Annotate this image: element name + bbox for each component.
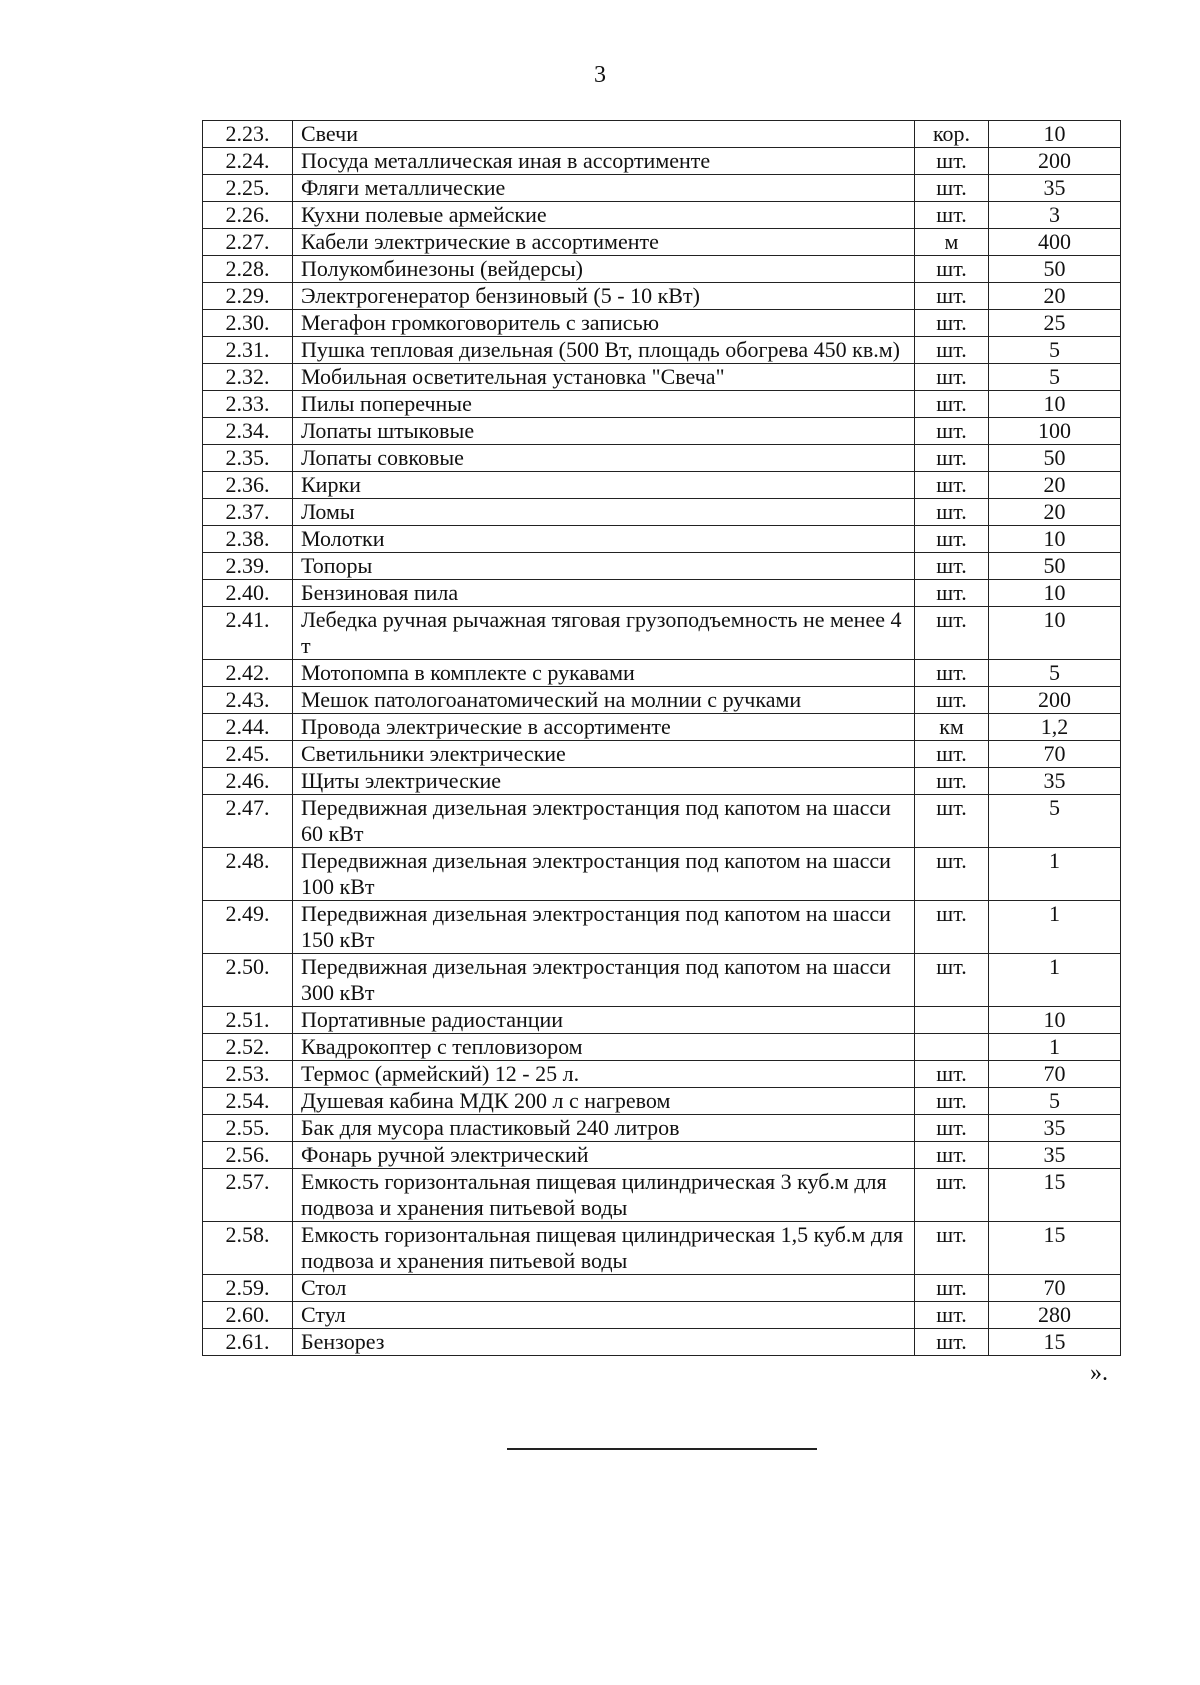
item-number-cell: 2.38. [203, 526, 293, 553]
item-number-cell: 2.31. [203, 337, 293, 364]
item-name-cell: Передвижная дизельная электростанция под капотом на шасси 150 кВт [293, 901, 915, 954]
item-quantity-cell: 20 [989, 499, 1121, 526]
closing-quote-mark: ». [1090, 1360, 1108, 1386]
item-number-cell: 2.35. [203, 445, 293, 472]
item-name-cell: Полукомбинезоны (вейдерсы) [293, 256, 915, 283]
item-name-cell: Передвижная дизельная электростанция под капотом на шасси 60 кВт [293, 795, 915, 848]
item-unit-cell: шт. [915, 607, 989, 660]
item-quantity-cell: 70 [989, 1061, 1121, 1088]
item-number-cell: 2.43. [203, 687, 293, 714]
table-row [203, 337, 1121, 364]
table-row [203, 1088, 1121, 1115]
items-table [202, 120, 1121, 1356]
item-name-cell: Квадрокоптер с тепловизором [293, 1034, 915, 1061]
table-row [203, 526, 1121, 553]
table-row [203, 1061, 1121, 1088]
table-row [203, 499, 1121, 526]
item-number-cell: 2.49. [203, 901, 293, 954]
item-number-cell: 2.50. [203, 954, 293, 1007]
item-name-cell: Термос (армейский) 12 - 25 л. [293, 1061, 915, 1088]
item-unit-cell: шт. [915, 418, 989, 445]
table-row [203, 1275, 1121, 1302]
item-number-cell: 2.56. [203, 1142, 293, 1169]
item-unit-cell: шт. [915, 202, 989, 229]
item-name-cell: Мотопомпа в комплекте с рукавами [293, 660, 915, 687]
table-row [203, 418, 1121, 445]
item-quantity-cell: 5 [989, 660, 1121, 687]
item-quantity-cell: 15 [989, 1222, 1121, 1275]
table-row [203, 714, 1121, 741]
item-name-cell: Ломы [293, 499, 915, 526]
item-quantity-cell: 10 [989, 1007, 1121, 1034]
item-quantity-cell: 1 [989, 901, 1121, 954]
item-quantity-cell: 10 [989, 121, 1121, 148]
item-quantity-cell: 20 [989, 283, 1121, 310]
item-quantity-cell: 5 [989, 364, 1121, 391]
item-quantity-cell: 15 [989, 1169, 1121, 1222]
item-quantity-cell: 5 [989, 1088, 1121, 1115]
table-row [203, 553, 1121, 580]
item-number-cell: 2.59. [203, 1275, 293, 1302]
item-number-cell: 2.48. [203, 848, 293, 901]
table-row [203, 1169, 1121, 1222]
item-quantity-cell: 10 [989, 391, 1121, 418]
item-name-cell: Провода электрические в ассортименте [293, 714, 915, 741]
item-number-cell: 2.24. [203, 148, 293, 175]
item-quantity-cell: 35 [989, 768, 1121, 795]
item-unit-cell: шт. [915, 175, 989, 202]
item-unit-cell: шт. [915, 526, 989, 553]
item-number-cell: 2.34. [203, 418, 293, 445]
table-row [203, 1142, 1121, 1169]
table-row [203, 229, 1121, 256]
item-number-cell: 2.47. [203, 795, 293, 848]
item-quantity-cell: 50 [989, 256, 1121, 283]
item-unit-cell: шт. [915, 256, 989, 283]
item-name-cell: Душевая кабина МДК 200 л с нагревом [293, 1088, 915, 1115]
item-number-cell: 2.30. [203, 310, 293, 337]
item-number-cell: 2.54. [203, 1088, 293, 1115]
item-quantity-cell: 200 [989, 687, 1121, 714]
item-name-cell: Бензиновая пила [293, 580, 915, 607]
item-unit-cell: шт. [915, 1275, 989, 1302]
item-unit-cell: кор. [915, 121, 989, 148]
item-number-cell: 2.28. [203, 256, 293, 283]
table-row [203, 202, 1121, 229]
item-name-cell: Передвижная дизельная электростанция под капотом на шасси 300 кВт [293, 954, 915, 1007]
item-unit-cell: шт. [915, 391, 989, 418]
item-name-cell: Бак для мусора пластиковый 240 литров [293, 1115, 915, 1142]
item-unit-cell: шт. [915, 660, 989, 687]
item-unit-cell: шт. [915, 848, 989, 901]
item-unit-cell: шт. [915, 901, 989, 954]
table-row [203, 660, 1121, 687]
table-row [203, 795, 1121, 848]
table-row [203, 580, 1121, 607]
item-unit-cell: шт. [915, 580, 989, 607]
item-name-cell: Щиты электрические [293, 768, 915, 795]
item-number-cell: 2.36. [203, 472, 293, 499]
item-number-cell: 2.40. [203, 580, 293, 607]
item-name-cell: Портативные радиостанции [293, 1007, 915, 1034]
item-quantity-cell: 200 [989, 148, 1121, 175]
item-quantity-cell: 70 [989, 741, 1121, 768]
item-quantity-cell: 3 [989, 202, 1121, 229]
item-unit-cell: шт. [915, 954, 989, 1007]
item-quantity-cell: 50 [989, 553, 1121, 580]
item-unit-cell: шт. [915, 1142, 989, 1169]
item-unit-cell: шт. [915, 553, 989, 580]
item-unit-cell: шт. [915, 445, 989, 472]
item-quantity-cell: 35 [989, 1142, 1121, 1169]
table-row [203, 768, 1121, 795]
table-row [203, 954, 1121, 1007]
table-row [203, 121, 1121, 148]
item-quantity-cell: 1 [989, 954, 1121, 1007]
item-number-cell: 2.41. [203, 607, 293, 660]
item-quantity-cell: 25 [989, 310, 1121, 337]
item-unit-cell: шт. [915, 1329, 989, 1356]
item-number-cell: 2.57. [203, 1169, 293, 1222]
item-number-cell: 2.51. [203, 1007, 293, 1034]
item-unit-cell: шт. [915, 741, 989, 768]
item-name-cell: Стол [293, 1275, 915, 1302]
table-row [203, 1302, 1121, 1329]
item-quantity-cell: 10 [989, 580, 1121, 607]
item-quantity-cell: 20 [989, 472, 1121, 499]
table-row [203, 687, 1121, 714]
item-quantity-cell: 15 [989, 1329, 1121, 1356]
item-name-cell: Кухни полевые армейские [293, 202, 915, 229]
item-quantity-cell: 10 [989, 526, 1121, 553]
item-number-cell: 2.58. [203, 1222, 293, 1275]
table-row [203, 472, 1121, 499]
item-unit-cell: шт. [915, 1115, 989, 1142]
table-row [203, 1329, 1121, 1356]
item-quantity-cell: 70 [989, 1275, 1121, 1302]
table-row [203, 1034, 1121, 1061]
item-name-cell: Емкость горизонтальная пищевая цилиндрическая 3 куб.м для подвоза и хранения питьевой воды [293, 1169, 915, 1222]
item-unit-cell: м [915, 229, 989, 256]
item-unit-cell: шт. [915, 364, 989, 391]
item-quantity-cell: 100 [989, 418, 1121, 445]
item-unit-cell: шт. [915, 795, 989, 848]
item-name-cell: Фляги металлические [293, 175, 915, 202]
item-unit-cell: шт. [915, 1088, 989, 1115]
item-name-cell: Посуда металлическая иная в ассортименте [293, 148, 915, 175]
item-unit-cell: шт. [915, 499, 989, 526]
item-name-cell: Фонарь ручной электрический [293, 1142, 915, 1169]
table-row [203, 148, 1121, 175]
item-number-cell: 2.39. [203, 553, 293, 580]
item-name-cell: Мегафон громкоговоритель с записью [293, 310, 915, 337]
item-name-cell: Свечи [293, 121, 915, 148]
item-quantity-cell: 1,2 [989, 714, 1121, 741]
item-unit-cell: шт. [915, 687, 989, 714]
item-name-cell: Лопаты штыковые [293, 418, 915, 445]
item-name-cell: Бензорез [293, 1329, 915, 1356]
item-quantity-cell: 35 [989, 1115, 1121, 1142]
item-quantity-cell: 1 [989, 848, 1121, 901]
page-number: 3 [594, 62, 606, 88]
table-row [203, 848, 1121, 901]
item-unit-cell [915, 1034, 989, 1061]
table-row [203, 445, 1121, 472]
table-row [203, 256, 1121, 283]
end-separator-line [507, 1448, 817, 1450]
table-row [203, 901, 1121, 954]
item-unit-cell: шт. [915, 1302, 989, 1329]
item-unit-cell: шт. [915, 283, 989, 310]
item-number-cell: 2.25. [203, 175, 293, 202]
item-unit-cell: шт. [915, 310, 989, 337]
item-unit-cell: км [915, 714, 989, 741]
item-number-cell: 2.46. [203, 768, 293, 795]
item-name-cell: Пилы поперечные [293, 391, 915, 418]
item-name-cell: Емкость горизонтальная пищевая цилиндрическая 1,5 куб.м для подвоза и хранения питьевой воды [293, 1222, 915, 1275]
item-name-cell: Светильники электрические [293, 741, 915, 768]
item-unit-cell: шт. [915, 1169, 989, 1222]
item-quantity-cell: 35 [989, 175, 1121, 202]
item-unit-cell: шт. [915, 337, 989, 364]
item-number-cell: 2.60. [203, 1302, 293, 1329]
item-name-cell: Лопаты совковые [293, 445, 915, 472]
item-name-cell: Мешок патологоанатомический на молнии с ручками [293, 687, 915, 714]
table-row [203, 391, 1121, 418]
item-unit-cell: шт. [915, 148, 989, 175]
item-number-cell: 2.42. [203, 660, 293, 687]
item-unit-cell: шт. [915, 1061, 989, 1088]
item-quantity-cell: 5 [989, 795, 1121, 848]
item-number-cell: 2.37. [203, 499, 293, 526]
item-name-cell: Кабели электрические в ассортименте [293, 229, 915, 256]
item-number-cell: 2.23. [203, 121, 293, 148]
table-row [203, 1007, 1121, 1034]
item-quantity-cell: 50 [989, 445, 1121, 472]
item-name-cell: Электрогенератор бензиновый (5 - 10 кВт) [293, 283, 915, 310]
item-quantity-cell: 10 [989, 607, 1121, 660]
item-name-cell: Стул [293, 1302, 915, 1329]
item-number-cell: 2.33. [203, 391, 293, 418]
item-number-cell: 2.29. [203, 283, 293, 310]
item-number-cell: 2.27. [203, 229, 293, 256]
item-number-cell: 2.32. [203, 364, 293, 391]
item-number-cell: 2.61. [203, 1329, 293, 1356]
item-quantity-cell: 5 [989, 337, 1121, 364]
item-name-cell: Пушка тепловая дизельная (500 Вт, площадь обогрева 450 кв.м) [293, 337, 915, 364]
item-quantity-cell: 280 [989, 1302, 1121, 1329]
item-number-cell: 2.53. [203, 1061, 293, 1088]
item-number-cell: 2.26. [203, 202, 293, 229]
table-row [203, 607, 1121, 660]
items-table-body [203, 121, 1121, 1356]
item-number-cell: 2.44. [203, 714, 293, 741]
item-name-cell: Мобильная осветительная установка "Свеча" [293, 364, 915, 391]
table-row [203, 1222, 1121, 1275]
table-row [203, 1115, 1121, 1142]
item-unit-cell: шт. [915, 768, 989, 795]
table-row [203, 741, 1121, 768]
item-number-cell: 2.45. [203, 741, 293, 768]
table-row [203, 364, 1121, 391]
item-name-cell: Молотки [293, 526, 915, 553]
item-unit-cell [915, 1007, 989, 1034]
table-row [203, 283, 1121, 310]
table-row [203, 175, 1121, 202]
item-unit-cell: шт. [915, 1222, 989, 1275]
item-name-cell: Лебедка ручная рычажная тяговая грузоподъемность не менее 4 т [293, 607, 915, 660]
item-number-cell: 2.52. [203, 1034, 293, 1061]
item-quantity-cell: 1 [989, 1034, 1121, 1061]
item-quantity-cell: 400 [989, 229, 1121, 256]
item-name-cell: Передвижная дизельная электростанция под капотом на шасси 100 кВт [293, 848, 915, 901]
item-name-cell: Кирки [293, 472, 915, 499]
table-row [203, 310, 1121, 337]
item-unit-cell: шт. [915, 472, 989, 499]
item-name-cell: Топоры [293, 553, 915, 580]
item-number-cell: 2.55. [203, 1115, 293, 1142]
